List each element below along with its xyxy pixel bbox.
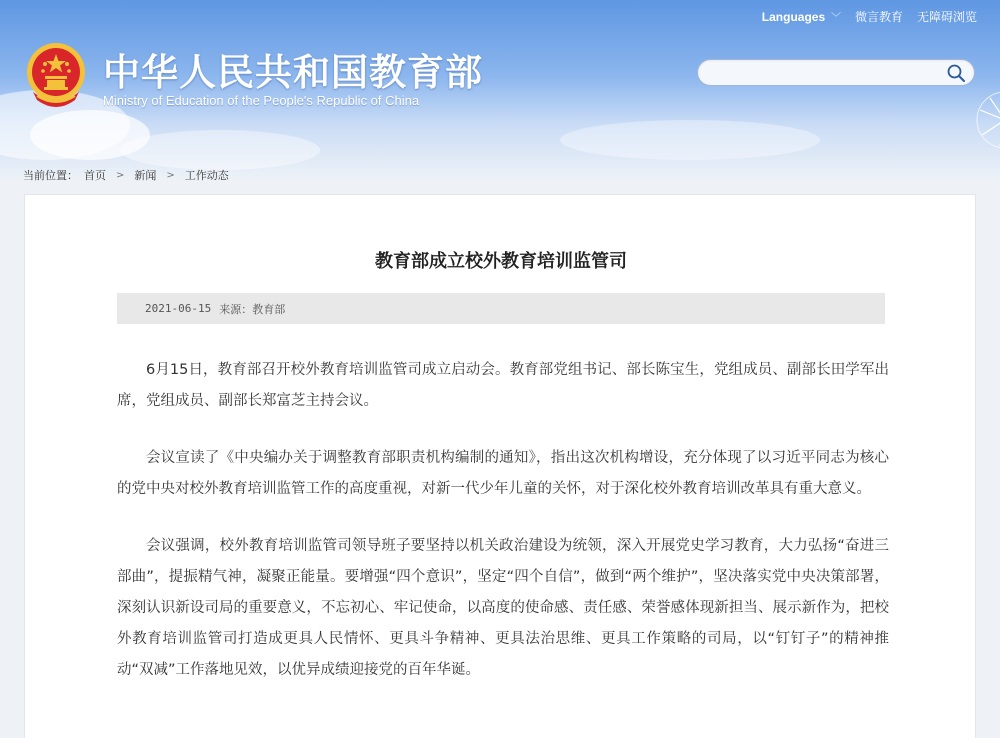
article-meta [117, 293, 885, 324]
cloud-decoration [120, 130, 320, 170]
languages-menu[interactable] [762, 9, 841, 24]
breadcrumb-home[interactable]: 首页 [84, 169, 106, 182]
breadcrumb-prefix: 当前位置： [23, 169, 78, 182]
article-date: 2021-06-15 [145, 302, 212, 315]
breadcrumb [23, 167, 229, 183]
article-title: 教育部成立校外教育培训监管司 [375, 251, 627, 272]
weibo-link[interactable]: 微言教育 [854, 10, 903, 24]
breadcrumb-work-updates[interactable]: 工作动态 [184, 169, 229, 182]
languages-label: Languages [761, 10, 826, 24]
chevron-right-icon: > [166, 169, 175, 181]
article-paragraph: 会议宣读了《中央编办关于调整教育部职责机构编制的通知》，指出这次机构增设，充分体现了以习近平同志为核心的党中央对校外教育培训监管工作的高度重视，对新一代少年儿童的关怀，对于深化校外教育培训改革具有重大意义。 [117, 450, 889, 497]
national-emblem-icon[interactable] [23, 40, 89, 110]
site-title[interactable]: 中华人民共和国教育部 [103, 51, 483, 94]
article-source: 来源：教育部 [219, 302, 286, 316]
site-subtitle: Ministry of Education of the People's Republic of China [103, 93, 420, 108]
chevron-right-icon: > [116, 169, 125, 181]
search-box [697, 59, 975, 86]
article-paragraph: 会议强调，校外教育培训监管司领导班子要坚持以机关政治建设为统领，深入开展党史学习教育，大力弘扬“奋进三部曲”，提振精气神，凝聚正能量。要增强“四个意识”，坚定“四个自信”，做到“两个维护”，坚决落实党中央决策部署，深刻认识新设司局的重要意义，不忘初心、牢记使命，以高度的使命感、责任感、荣誉感体现新担当、展示新作为，把校外教育培训监管司打造成更具人民情怀、更具斗争精神、更具法治思维、更具工作策略的司局，以“钉钉子”的精神推动“双减”工作落地见效，以优异成绩迎接党的百年华诞。 [117, 538, 889, 678]
accessibility-link[interactable]: 无障碍浏览 [916, 10, 977, 24]
breadcrumb-news[interactable]: 新闻 [134, 169, 157, 182]
article-panel [24, 194, 976, 738]
chevron-down-icon: ﹀ [830, 13, 841, 24]
article-body [117, 355, 889, 712]
cloud-decoration [560, 120, 820, 160]
search-icon[interactable] [946, 63, 966, 83]
dandelion-decoration [960, 80, 1000, 170]
article-paragraph: 6月15日，教育部召开校外教育培训监管司成立启动会。教育部党组书记、部长陈宝生，党组成员、副部长田学军出席，党组成员、副部长郑富芝主持会议。 [117, 362, 889, 409]
top-links [762, 8, 977, 25]
search-input[interactable] [710, 64, 930, 82]
